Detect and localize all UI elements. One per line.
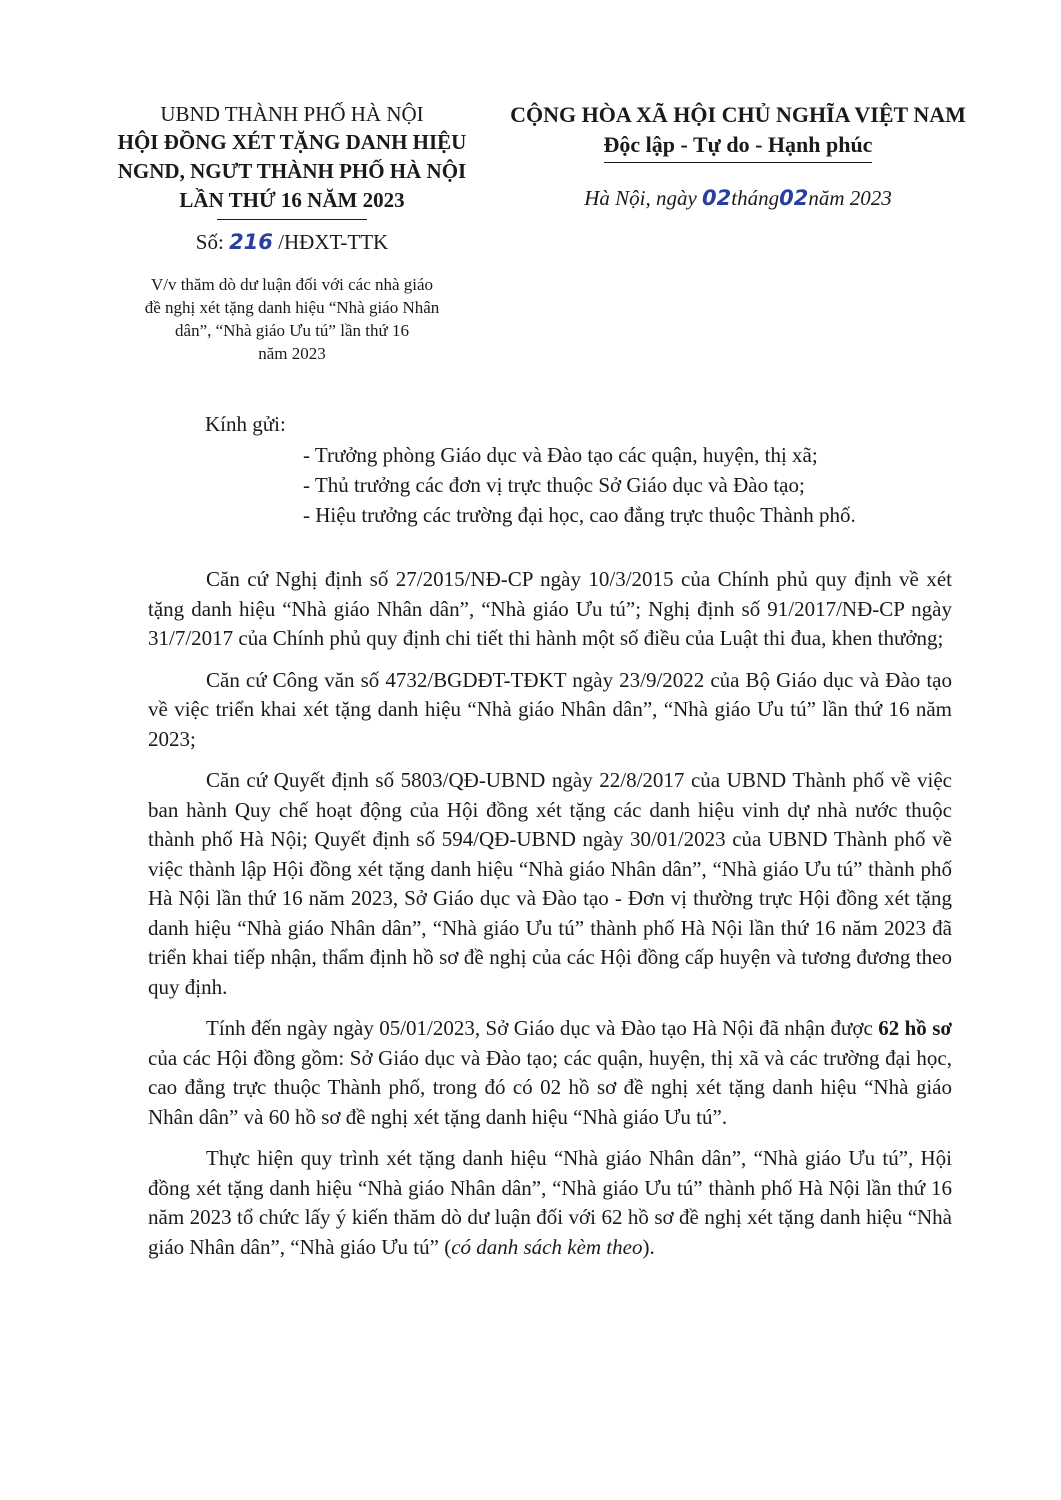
authority-line-4: LẦN THỨ 16 NĂM 2023 — [179, 188, 405, 212]
date-month-label: tháng — [731, 186, 780, 210]
subject-line: đề nghị xét tặng danh hiệu “Nhà giáo Nhân — [144, 298, 440, 317]
date-month: 02 — [779, 186, 809, 210]
national-motto: Độc lập - Tự do - Hạnh phúc — [604, 130, 873, 163]
p4-bold-count: 62 hồ sơ — [878, 1016, 952, 1040]
p4-text: Tính đến ngày ngày 05/01/2023, Sở Giáo dục và Đào tạo Hà Nội đã nhận được — [206, 1016, 879, 1040]
body-paragraph-2: Căn cứ Công văn số 4732/BGDĐT-TĐKT ngày 23/9/2022 của Bộ Giáo dục và Đào tạo về việc triển khai xét tặng danh hiệu “Nhà giáo Nhân dân”, “Nhà giáo Ưu tú” lần thứ 16 năm 2023; — [148, 667, 952, 751]
p4-text: của các Hội đồng gồm: Sở Giáo dục và Đào tạo; các quận, huyện, thị xã và các trường đại học, cao đẳng trực thuộc Thành phố, trong đó có 02 hồ sơ đề nghị xét tặng danh hiệu “Nhà giáo Nhân dân” và 60 hồ sơ đề nghị xét tặng danh hiệu “Nhà giáo Ưu tú”. — [148, 1045, 952, 1129]
date-year: năm 2023 — [808, 186, 892, 210]
body-paragraph-5 — [148, 1144, 952, 1262]
body-paragraph-4 — [148, 1014, 952, 1132]
recipient-item: - Trưởng phòng Giáo dục và Đào tạo các quận, huyện, thị xã; — [303, 443, 818, 467]
issue-date — [498, 186, 978, 211]
document-subject — [92, 273, 492, 365]
authority-line-3: NGND, NGƯT THÀNH PHỐ HÀ NỘI — [117, 159, 467, 183]
date-day: 02 — [702, 186, 732, 210]
doc-number-value: 216 — [229, 230, 273, 254]
authority-line-2: HỘI ĐỒNG XÉT TẶNG DANH HIỆU — [117, 130, 467, 154]
document-body — [148, 565, 952, 1274]
p5-italic-note: có danh sách kèm theo — [451, 1234, 643, 1259]
p5-text: ). — [642, 1234, 655, 1259]
authority-line-1: UBND THÀNH PHỐ HÀ NỘI — [160, 102, 424, 126]
body-paragraph-3: Căn cứ Quyết định số 5803/QĐ-UBND ngày 22/8/2017 của UBND Thành phố về việc ban hành Quy chế hoạt động của Hội đồng xét tặng các danh hiệu vinh dự nhà nước thuộc thành phố Hà Nội; Quyết định số 594/QĐ-UBND ngày 30/01/2023 của UBND Thành phố về việc thành lập Hội đồng xét tặng danh hiệu “Nhà giáo Nhân dân”, “Nhà giáo Ưu tú” thành phố Hà Nội lần thứ 16 năm 2023, Sở Giáo dục và Đào tạo - Đơn vị thường trực Hội đồng xét tặng danh hiệu “Nhà giáo Nhân dân”, “Nhà giáo Ưu tú” thành phố Hà Nội lần thứ 16 năm 2023 đã triển khai tiếp nhận, thẩm định hồ sơ đề nghị của các Hội đồng cấp huyện và tương đương theo quy định. — [148, 768, 952, 999]
subject-line: dân”, “Nhà giáo Ưu tú” lần thứ 16 — [175, 321, 409, 340]
recipient-item: - Hiệu trưởng các trường đại học, cao đẳng trực thuộc Thành phố. — [303, 503, 856, 527]
document-number — [92, 230, 492, 255]
authority-divider — [217, 219, 367, 220]
subject-line: V/v thăm dò dư luận đối với các nhà giáo — [150, 275, 434, 294]
recipient-list — [303, 440, 856, 530]
greeting: Kính gửi: — [205, 412, 286, 436]
doc-number-suffix: /HĐXT-TTK — [272, 230, 389, 254]
subject-line: năm 2023 — [258, 344, 326, 363]
date-prefix: Hà Nội, ngày — [584, 186, 703, 210]
body-paragraph-1: Căn cứ Nghị định số 27/2015/NĐ-CP ngày 10/3/2015 của Chính phủ quy định về xét tặng danh hiệu “Nhà giáo Nhân dân”, “Nhà giáo Ưu tú”; Nghị định số 91/2017/NĐ-CP ngày 31/7/2017 của Chính phủ quy định chi tiết thi hành một số điều của Luật thi đua, khen thưởng; — [148, 567, 952, 650]
issuing-authority — [92, 100, 492, 220]
doc-number-label: Số: — [195, 230, 230, 254]
national-title: CỘNG HÒA XÃ HỘI CHỦ NGHĨA VIỆT NAM — [510, 102, 966, 127]
national-header — [498, 100, 978, 163]
recipient-item: - Thủ trưởng các đơn vị trực thuộc Sở Giáo dục và Đào tạo; — [303, 473, 805, 497]
p5-text: Thực hiện quy trình xét tặng danh hiệu “Nhà giáo Nhân dân”, “Nhà giáo Ưu tú”, Hội đồng xét tặng danh hiệu “Nhà giáo Nhân dân”, “Nhà giáo Ưu tú” thành phố Hà Nội lần thứ 16 năm 2023 tổ chức lấy ý kiến thăm dò dư luận đối với 62 hồ sơ đề nghị xét tặng danh hiệu “Nhà giáo Nhân dân”, “Nhà giáo Ưu tú” ( — [148, 1146, 952, 1259]
